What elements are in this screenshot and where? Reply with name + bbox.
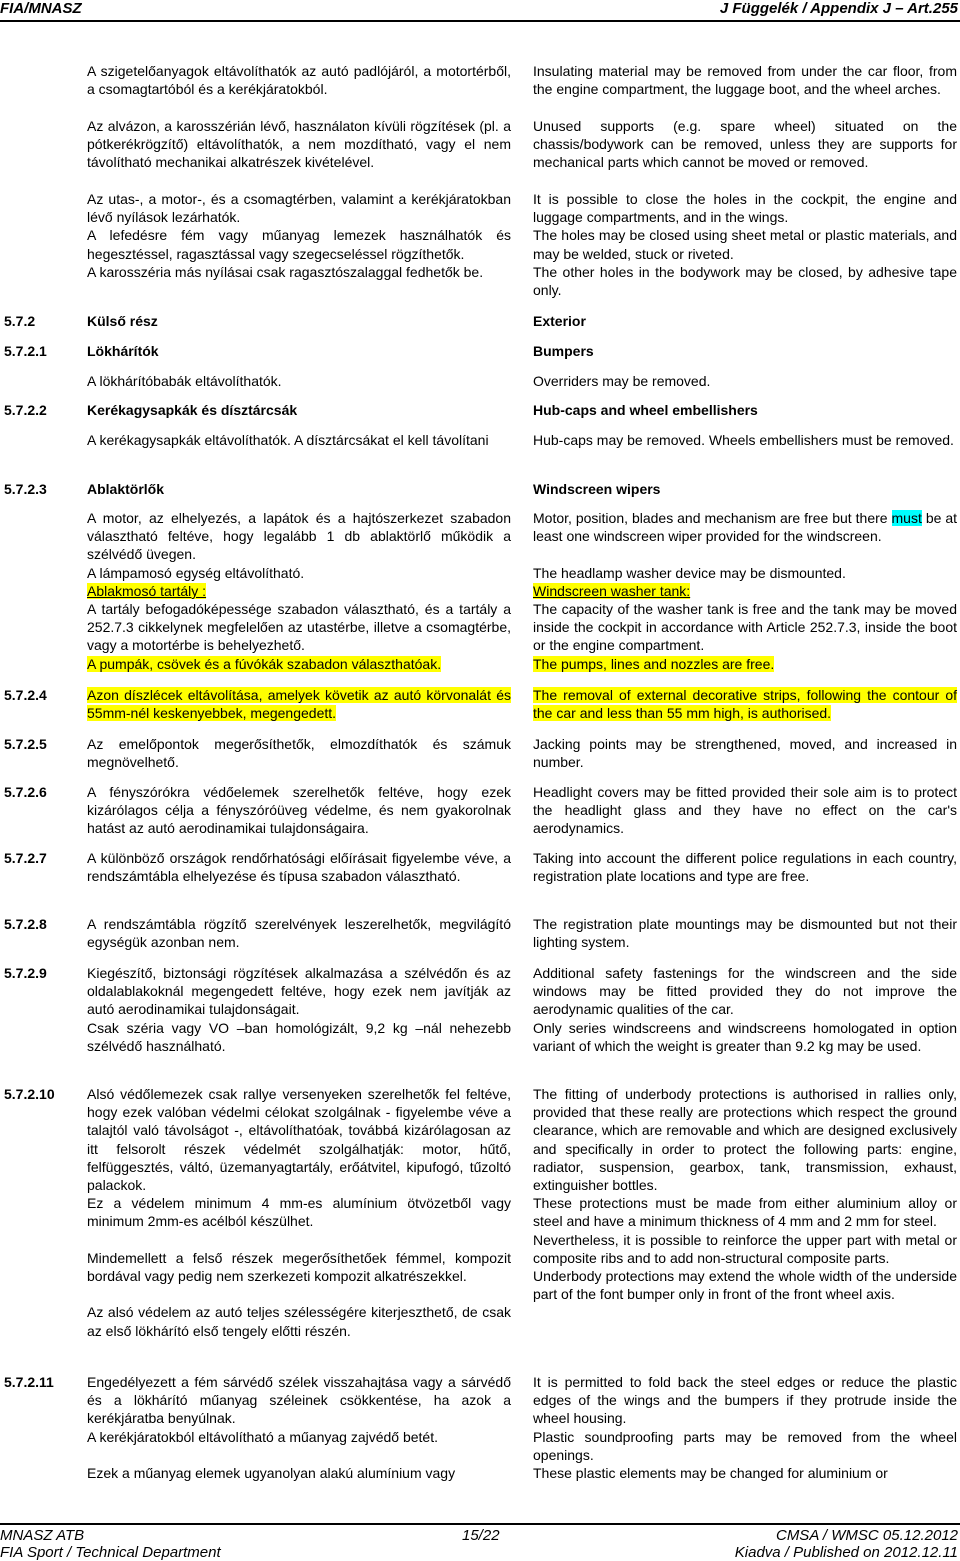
intro-hu-3b: A lefedésre fém vagy műanyag lemezek használhatók és hegesztéssel, ragasztással vagy szegecseléssel rögzíthetők. (87, 227, 511, 262)
intro-hu-3c: A karosszéria más nyílásai csak ragasztószalaggal fedhetők be. (87, 263, 484, 280)
paragraph-hu: Azon díszlécek eltávolítása, amelyek követik az autó körvonalát és 55mm-nél keskenyebbek, megengedett. (87, 687, 511, 722)
intro-hu-3a: Az utas-, a motor-, és a csomagtérben, valamint a kerékjáratokban lévő nyílások lezárhatók. (87, 191, 511, 226)
paragraph-hu: Az emelőpontok megerősíthetők, elmozdíthatók és számuk megnövelhető. (87, 736, 511, 771)
wiper-hu-3: Ablakmosó tartály : (87, 582, 207, 599)
header-left: FIA/MNASZ (0, 0, 82, 17)
section-number: 5.7.2.1 (4, 343, 47, 359)
section-title-hu: Kerékagysapkák és dísztárcsák (87, 402, 298, 418)
section-number: 5.7.2.5 (4, 736, 47, 752)
underbody-en-1: The fitting of underbody protections is authorised in rallies only, provided that these really are protections which respect the ground clearance, which are removable and which are designed exclusively and specifically in order to protect the following parts: engine, radiator, suspension, gearbox, tank, transmission, exhaust, extinguisher bottles. (533, 1086, 957, 1194)
paragraph-en: Taking into account the different police regulations in each country, registration plate locations and type are free. (533, 850, 957, 885)
wiper-hu-4: A tartály befogadóképessége szabadon választható, és a tartály a 252.7.3 cikkelynek megfelelően az utastérbe, illetve a csomagtérbe, vagy a motortérbe is behelyezhető. (87, 601, 511, 654)
paragraph-en: Headlight covers may be fitted provided their sole aim is to protect the headlight glass and they have no effect on the car's aerodynamics. (533, 784, 957, 837)
footer-dept: FIA Sport / Technical Department (0, 1544, 221, 1561)
section-title-en: Exterior (533, 313, 586, 329)
section-title-en: Hub-caps and wheel embellishers (533, 402, 758, 418)
wiper-hu-5: A pumpák, csövek és a fúvókák szabadon választhatóak. (87, 655, 442, 672)
underbody-en-4: Underbody protections may extend the whole width of the underside part of the font bumper only in front of the front wheel axis. (533, 1268, 957, 1303)
underbody-en-2: These protections must be made from either aluminium alloy or steel and have a minimum thickness of 4 mm and 2 mm for steel. (533, 1195, 957, 1230)
intro-en-1: Insulating material may be removed from under the car floor, from the engine compartment, the luggage boot, and the wheel arches. (533, 63, 957, 98)
paragraph-en (533, 1373, 957, 1482)
section-title-hu: Lökhárítók (87, 343, 159, 359)
footer-approval: CMSA / WMSC 05.12.2012 (775, 1527, 958, 1544)
highlight-must: must (891, 510, 922, 526)
windscreen-hu-2: Csak széria vagy VO –ban homológizált, 9,2 kg –nál nehezebb szélvédő használható. (87, 1019, 511, 1054)
paragraph-en (533, 509, 957, 673)
section-number: 5.7.2.11 (4, 1374, 54, 1390)
section-number: 5.7.2.8 (4, 916, 47, 932)
paragraph-hu: A különböző országok rendőrhatósági előírásait figyelembe véve, a rendszámtábla elhelyezése és típusa szabadon választható. (87, 850, 511, 885)
paragraph-en (533, 964, 957, 1055)
wiper-en-1: Motor, position, blades and mechanism are free but there must be at least one windscreen wiper provided for the windscreen. (533, 510, 958, 545)
wiper-hu-1: A motor, az elhelyezés, a lapátok és a hajtószerkezet szabadon választható feltéve, hogy legalább 1 db ablaktörlő működik a szélvédő üvegen. (87, 510, 511, 563)
wings-hu-1: Engedélyezett a fém sárvédő szélek visszahajtása vagy a sárvédő és a lökhárító műanyag széleinek csökkentése, ha azok a kerékjáratba benyúlnak. (87, 1374, 511, 1427)
paragraph-hu: A lökhárítóbabák eltávolíthatók. (87, 373, 282, 389)
paragraph-en: Hub-caps may be removed. Wheels embellishers must be removed. (533, 432, 954, 448)
paragraph-en: Jacking points may be strengthened, moved, and increased in number. (533, 736, 957, 771)
paragraph-en: The removal of external decorative strips, following the contour of the car and less than 55 mm high, is authorised. (533, 687, 957, 722)
wings-en-3: These plastic elements may be changed for aluminium or (533, 1465, 888, 1482)
wiper-en-4: The capacity of the washer tank is free and the tank may be moved inside the cockpit in accordance with Article 252.7.3, inside the boot or the engine compartment. (533, 601, 957, 654)
wiper-en-5: The pumps, lines and nozzles are free. (533, 655, 775, 672)
section-number: 5.7.2.6 (4, 784, 47, 800)
underbody-hu-2: Ez a védelem minimum 4 mm-es alumínium ötvözetből vagy minimum 2mm-es acélból készülhet. (87, 1195, 511, 1230)
paragraph-hu (87, 509, 511, 673)
wiper-hu-2: A lámpamosó egység eltávolítható. (87, 564, 305, 581)
page-header (0, 0, 960, 22)
footer-published: Kiadva / Published on 2012.12.11 (734, 1544, 958, 1561)
intro-en-3b: The holes may be closed using sheet metal or plastic materials, and may be welded, stuck or riveted. (533, 227, 957, 262)
underbody-hu-3: Mindemellett a felső részek megerősíthetőek fémmel, kompozit bordával vagy pedig nem szerkezeti kompozit alkatrészekkel. (87, 1249, 511, 1285)
windscreen-en-2: Only series windscreens and windscreens homologated in option variant of which the weight is greater than 9.2 kg may be used. (533, 1019, 957, 1054)
header-right: J Függelék / Appendix J – Art.255 (719, 0, 958, 17)
wings-en-1: It is permitted to fold back the steel edges or reduce the plastic edges of the wings and the bumpers if they protrude inside the wheel housing. (533, 1374, 957, 1427)
intro-en-3 (533, 190, 957, 299)
intro-en-3c: The other holes in the bodywork may be closed, by adhesive tape only. (533, 263, 957, 299)
section-title-hu: Külső rész (87, 313, 158, 329)
paragraph-hu (87, 1085, 511, 1340)
wiper-en-3: Windscreen washer tank: (533, 582, 691, 599)
intro-hu-2: Az alvázon, a karosszérián lévő, használaton kívüli rögzítések (pl. a pótkerékrögzítő) eltávolíthatók, a nem mozdítható, vagy el nem távolítható mechanikai alkatrészek kivételével. (87, 118, 511, 171)
section-title-hu: Ablaktörlők (87, 481, 165, 497)
section-number: 5.7.2.7 (4, 850, 47, 866)
section-title-en: Bumpers (533, 343, 594, 359)
intro-en-3a: It is possible to close the holes in the cockpit, the engine and luggage compartments, and in the wings. (533, 191, 957, 226)
page-footer (0, 1523, 960, 1561)
footer-doc: MNASZ ATB (0, 1527, 85, 1544)
section-number: 5.7.2 (4, 313, 36, 329)
underbody-hu-1: Alsó védőlemezek csak rallye versenyeken szerelhetők fel feltéve, hogy ezek valóban védelmi célokat szolgálnak - figyelembe véve a talajtól való távolságot -, eltávolíthatóak, továbbá kizárólagosan az itt felsorolt részek védelmét szolgálhatják: motor, hűtő, felfüggesztés, váltó, üzemanyagtartály, erőátvitel, kipufogó, tűzoltó palackok. (87, 1086, 511, 1194)
windscreen-en-1: Additional safety fastenings for the windscreen and the side windows may be fitted provided they do not improve the aerodynamic qualities of the car. (533, 965, 957, 1018)
page-number: 15/22 (462, 1527, 500, 1544)
paragraph-hu: A fényszórókra védőelemek szerelhetők feltéve, hogy ezek kizárólagos célja a fényszóróüveg védelme, és nem gyakorolnak hatást az autó aerodinamikai tulajdonságaira. (87, 784, 511, 837)
paragraph-en: Overriders may be removed. (533, 373, 711, 389)
wings-hu-2: A kerékjáratokból eltávolítható a műanyag zajvédő betét. (87, 1428, 438, 1445)
intro-hu-3 (87, 190, 511, 281)
paragraph-en (533, 1085, 957, 1303)
windscreen-hu-1: Kiegészítő, biztonsági rögzítések alkalmazása a szélvédőn és az oldalablakoknál megengedett feltéve, hogy ezek nem javítják az autó aerodinamikai tulajdonságait. (87, 965, 511, 1018)
section-number: 5.7.2.2 (4, 402, 47, 418)
paragraph-hu (87, 964, 511, 1055)
intro-en-2: Unused supports (e.g. spare wheel) situated on the chassis/bodywork can be removed, unless they are supports for mechanical parts which cannot be moved or removed. (533, 118, 957, 171)
section-number: 5.7.2.3 (4, 481, 47, 497)
wings-en-2: Plastic soundproofing parts may be removed from the wheel openings. (533, 1428, 957, 1463)
intro-hu-1: A szigetelőanyagok eltávolíthatók az autó padlójáról, a motortérből, a csomagtartóból és a kerékjáratokból. (87, 63, 511, 98)
paragraph-en: The registration plate mountings may be dismounted but not their lighting system. (533, 916, 957, 951)
paragraph-hu (87, 1373, 511, 1482)
paragraph-hu: A kerékagysapkák eltávolíthatók. A dísztárcsákat el kell távolítani (87, 432, 489, 448)
section-number: 5.7.2.9 (4, 965, 47, 981)
section-number: 5.7.2.4 (4, 687, 47, 703)
paragraph-hu: A rendszámtábla rögzítő szerelvények leszerelhetők, megvilágító egységük azonban nem. (87, 916, 511, 951)
wings-hu-3: Ezek a műanyag elemek ugyanolyan alakú alumínium vagy (87, 1465, 456, 1481)
section-number: 5.7.2.10 (4, 1086, 55, 1102)
wiper-en-2: The headlamp washer device may be dismounted. (533, 564, 846, 581)
underbody-hu-4: Az alsó védelem az autó teljes szélességére kiterjeszthető, de csak az első lökhárító első tengely előtti részén. (87, 1304, 511, 1339)
section-title-en: Windscreen wipers (533, 481, 661, 497)
underbody-en-3: Nevertheless, it is possible to reinforce the upper part with metal or composite ribs and to add non-structural composite parts. (533, 1231, 957, 1266)
